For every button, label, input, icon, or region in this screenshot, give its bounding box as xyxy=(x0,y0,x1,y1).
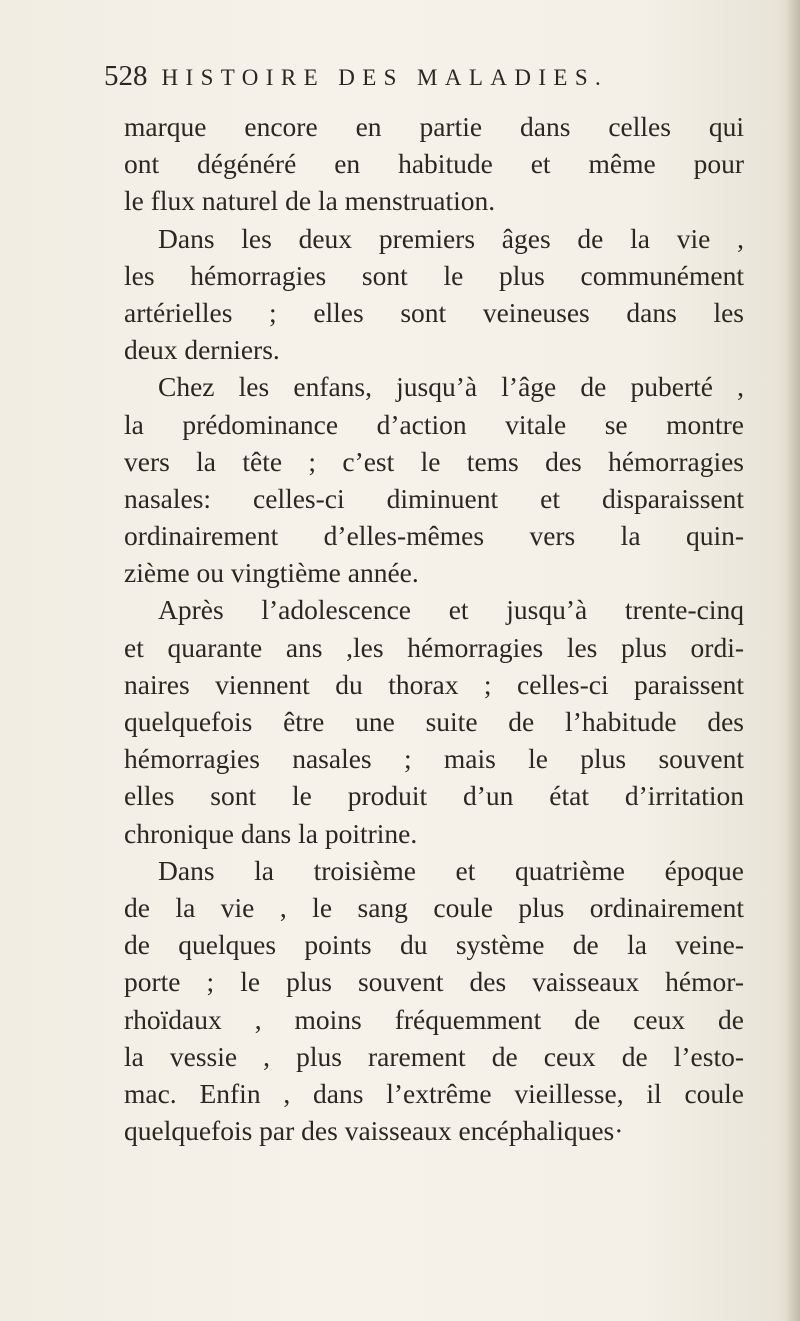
text-line: naires viennent du thorax ; celles-ci paraissent xyxy=(124,668,744,700)
text-line: chronique dans la poitrine. xyxy=(124,817,418,849)
text-line: les hémorragies sont le plus communément xyxy=(124,259,744,291)
text-line: mac. Enfin , dans l’extrême vieillesse, il coule xyxy=(124,1077,744,1109)
text-line: porte ; le plus souvent des vaisseaux hémor- xyxy=(124,966,744,998)
text-line: artérielles ; elles sont veineuses dans les xyxy=(124,296,744,328)
text-line: ont dégénéré en habitude et même pour xyxy=(124,148,744,180)
text-line: et quarante ans ,les hémorragies les plus ordi- xyxy=(124,631,744,663)
text-line: Chez les enfans, jusqu’à l’âge de puberté , xyxy=(158,371,744,403)
text-line: ordinairement d’elles-mêmes vers la quin- xyxy=(124,520,744,552)
text-line: de quelques points du système de la veine- xyxy=(124,929,744,961)
page-number: 528 xyxy=(104,60,148,92)
text-line: rhoïdaux , moins fréquemment de ceux de xyxy=(124,1003,744,1035)
text-line: elles sont le produit d’un état d’irritation xyxy=(124,780,744,812)
text-line: quelquefois être une suite de l’habitude des xyxy=(124,706,744,737)
text-line: zième ou vingtième année. xyxy=(124,557,419,589)
text-line: le flux naturel de la menstruation. xyxy=(124,185,496,217)
text-line: hémorragies nasales ; mais le plus souvent xyxy=(124,743,744,775)
text-line: la vessie , plus rarement de ceux de l’esto- xyxy=(124,1040,744,1072)
text-line: la prédominance d’action vitale se montre xyxy=(124,408,744,440)
text-line: Après l’adolescence et jusqu’à trente-cinq xyxy=(158,594,744,626)
text-line: de la vie , le sang coule plus ordinairement xyxy=(124,891,744,923)
text-line: nasales: celles-ci diminuent et disparaissent xyxy=(124,482,744,514)
text-line: vers la tête ; c’est le tems des hémorragies xyxy=(124,445,744,477)
text-line: Dans la troisième et quatrième époque xyxy=(158,854,744,886)
text-line: marque encore en partie dans celles qui xyxy=(124,111,744,142)
running-head-title: HISTOIRE DES MALADIES. xyxy=(161,65,609,90)
page-edge-shadow xyxy=(786,0,800,1321)
running-head xyxy=(104,60,704,100)
text-line: deux derniers. xyxy=(124,334,280,366)
text-line: Dans les deux premiers âges de la vie , xyxy=(158,222,744,254)
body-text xyxy=(124,108,744,1149)
text-line: quelquefois par des vaisseaux encéphaliques· xyxy=(124,1115,624,1147)
